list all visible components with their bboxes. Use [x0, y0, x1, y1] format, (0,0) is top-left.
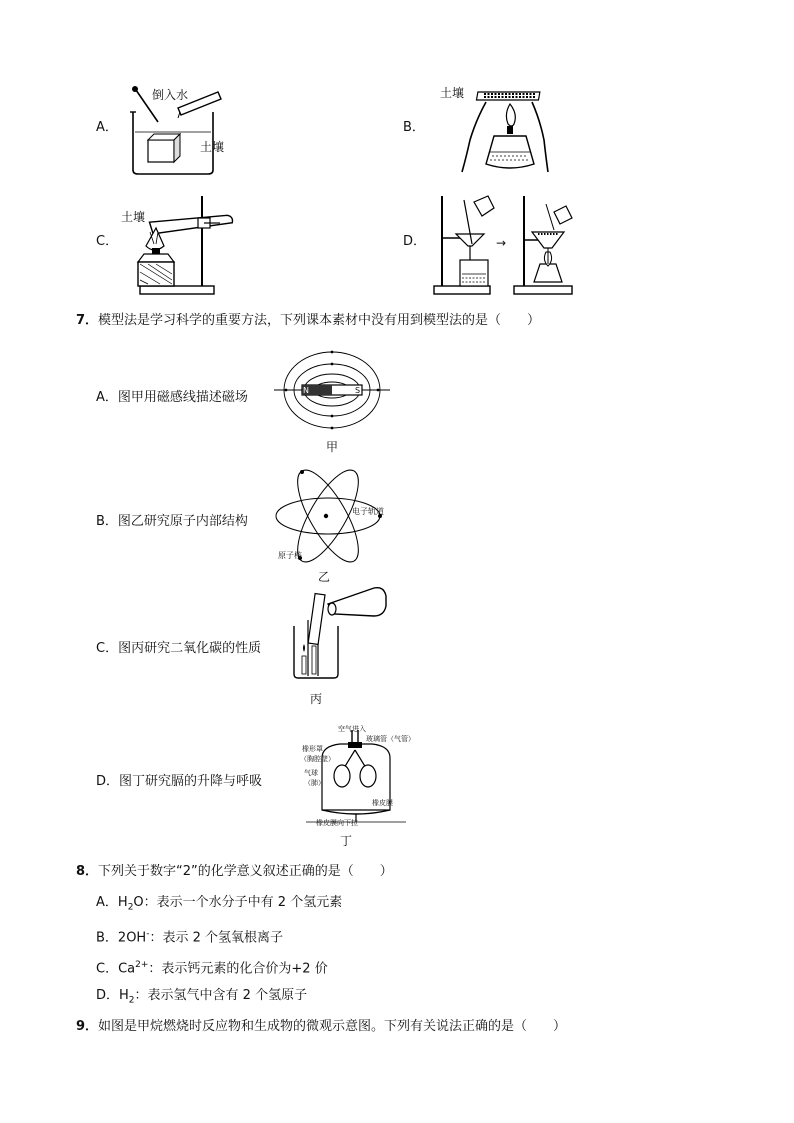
- q6-a-label-water: 倒入水: [152, 88, 189, 102]
- q7-a-magnetic-field-figure: [272, 342, 392, 438]
- q7-a-north-label: N: [303, 386, 309, 395]
- q7-option-b: B．图乙研究原子内部结构: [96, 514, 248, 529]
- q7-number: 7．: [76, 313, 99, 328]
- q8-d-text: ：表示氢气中含有 2 个氢原子: [134, 988, 308, 1003]
- q6-d-arrow: →: [496, 236, 507, 250]
- q8-a-formula: H: [117, 895, 128, 910]
- q7-d-jar-label: 橡形罩: [302, 745, 323, 753]
- q7-d-lung-label: （肺）: [304, 779, 325, 787]
- q6-a-label-soil: 土壤: [200, 140, 225, 154]
- q7-stem: [76, 312, 540, 330]
- q8-option-d: [96, 987, 307, 1010]
- q9-stem-text: 如图是甲烷燃烧时反应物和生成物的微观示意图。下列有关说法正确的是（ ）: [98, 1019, 567, 1034]
- q8-option-b: [96, 925, 283, 947]
- q9-stem: [76, 1018, 566, 1036]
- q7-option-c: C．图丙研究二氧化碳的性质: [96, 641, 262, 656]
- q7-d-air-in-label: 空气进入: [338, 725, 366, 733]
- q7-c-caption: 丙: [310, 692, 323, 706]
- q7-d-caption: 丁: [340, 834, 353, 848]
- q6-option-d-letter: D．: [403, 234, 427, 249]
- q6-b-label-soil: 土壤: [440, 86, 465, 100]
- q8-option-a: [96, 894, 342, 917]
- q8-c-letter: C．: [96, 961, 119, 977]
- q7-d-membrane-label: 橡皮膜: [372, 799, 393, 807]
- q7-d-pull-label: 橡皮膜向下拉: [316, 819, 358, 827]
- q8-stem: [76, 863, 393, 881]
- q8-c-text: ：表示钙元素的化合价为+2 价: [148, 961, 328, 977]
- q8-stem-text: 下列关于数字“2”的化学意义叙述正确的是（ ）: [98, 864, 393, 879]
- q7-stem-text: 模型法是学习科学的重要方法，下列课本素材中没有用到模型法的是（ ）: [98, 313, 541, 328]
- q7-option-a: A．图甲用磁感线描述磁场: [96, 390, 248, 405]
- q8-b-formula: 2OH: [117, 930, 147, 946]
- q7-option-d: D．图丁研究膈的升降与呼吸: [96, 774, 263, 789]
- q6-c-label-soil: 土壤: [121, 210, 146, 224]
- q8-b-superscript: -: [146, 929, 150, 939]
- q6-option-a-letter: A．: [96, 120, 118, 135]
- q8-a-subscript: 2: [127, 902, 134, 913]
- q8-a-letter: A．: [96, 895, 118, 910]
- q6-option-c-letter: C．: [96, 234, 119, 249]
- q8-option-c: [96, 956, 328, 978]
- q8-number: 8．: [76, 864, 99, 879]
- q8-d-formula: H: [119, 988, 129, 1003]
- q7-a-south-label: S: [355, 386, 361, 395]
- q8-b-text: ：表示 2 个氢氧根离子: [149, 930, 283, 946]
- q7-b-nucleus-label: 原子核: [278, 551, 302, 560]
- q8-d-letter: D．: [96, 988, 120, 1003]
- q8-a-text: ：表示一个水分子中有 2 个氢元素: [143, 895, 343, 910]
- q8-a-formula-tail: O: [133, 895, 144, 910]
- q7-d-tube-label: 玻璃管（气管）: [366, 735, 415, 743]
- q8-c-formula: Ca: [118, 961, 136, 977]
- q7-d-balloon-label: 气球: [304, 769, 318, 777]
- q8-b-letter: B．: [96, 930, 118, 946]
- q7-b-orbit-label: 电子轨道: [352, 507, 384, 516]
- q6-option-b-letter: B．: [403, 120, 425, 135]
- q7-d-chest-label: （胸腔壁）: [300, 755, 335, 763]
- q8-d-subscript: 2: [128, 995, 135, 1006]
- q7-b-caption: 乙: [318, 570, 331, 584]
- q7-a-caption: 甲: [326, 440, 339, 454]
- q9-number: 9．: [76, 1019, 99, 1034]
- q7-c-co2-figure: [288, 586, 388, 682]
- q8-c-superscript: 2+: [135, 960, 149, 970]
